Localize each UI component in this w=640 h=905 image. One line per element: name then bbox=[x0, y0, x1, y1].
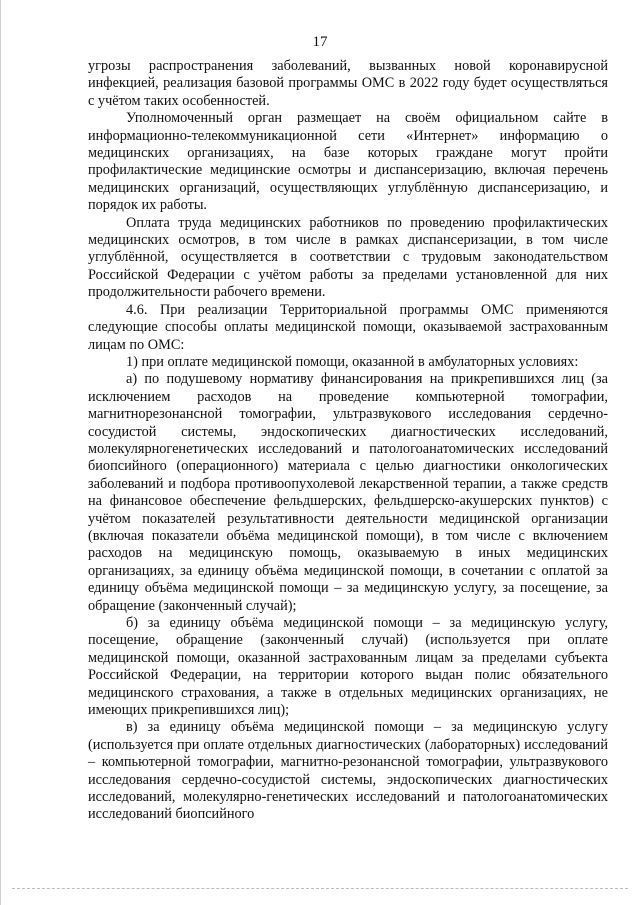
list-item-b-per-unit: б) за единицу объёма медицинской помощи – за медицинскую услугу, посещение, обращение (законченный случай) (используется при оплате медицинской помощи, оказанной застрахованным лицам за пределами субъекта Российской Федерации, на территории которого выдан полис обязательного медицинского страхования, а также в отдельных медицинских организациях, не имеющих прикрепившихся лиц); bbox=[88, 615, 608, 719]
page-edge-mark bbox=[0, 0, 1, 905]
paragraph-section-4-6: 4.6. При реализации Территориальной программы ОМС применяются следующие способы оплаты медицинской помощи, оказываемой застрахованным лицам по ОМС: bbox=[88, 301, 608, 353]
paragraph-staff-remuneration: Оплата труда медицинских работников по проведению профилактических медицинских осмотров, в том числе в рамках диспансеризации, в том числе углублённой, осуществляется в соответствии с трудовым законодательством Российской Федерации с учётом работы за пределами установленной для них продолжительности рабочего времени. bbox=[88, 214, 608, 301]
list-item-1-outpatient: 1) при оплате медицинской помощи, оказанной в амбулаторных условиях: bbox=[126, 353, 579, 370]
paragraph-covid-programme: угрозы распространения заболеваний, вызванных новой коронавирусной инфекцией, реализация базовой программы ОМС в 2022 году будет осуществляться с учётом таких особенностей. bbox=[88, 58, 608, 109]
paragraph-authorized-body-website: Уполномоченный орган размещает на своём официальном сайте в информационно-телекоммуникационной сети «Интернет» информацию о медицинских организациях, на базе которых граждане могут пройти профилактические медицинские осмотры и диспансеризацию, включая перечень медицинских организаций, осуществляющих углублённую диспансеризацию, и порядок их работы. bbox=[88, 110, 608, 214]
page-number: 17 bbox=[312, 34, 328, 50]
document-body bbox=[88, 58, 608, 824]
list-item-a-per-capita: а) по подушевому нормативу финансирования на прикрепившихся лиц (за исключением расходов на проведение компьютерной томографии, магнитнорезонансной томографии, ультразвукового исследования сердечно-сосудистой системы, эндоскопических диагностических исследований, молекулярногенетических исследований и патологоанатомических исследований биопсийного (операционного) материала с целью диагностики онкологических заболеваний и подбора противоопухолевой лекарственной терапии, а также средств на финансовое обеспечение фельдшерских, фельдшерско-акушерских пунктов) с учётом показателей результативности деятельности медицинской организации (включая показатели объёма медицинской помощи), в том числе с включением расходов на медицинскую помощь, оказываемую в иных медицинских организациях, за единицу объёма медицинской помощи, в сочетании с оплатой за единицу объёма медицинской помощи – за медицинскую услугу, за посещение, за обращение (законченный случай); bbox=[88, 371, 608, 614]
list-item-v-per-service: в) за единицу объёма медицинской помощи – за медицинскую услугу (используется при оплате отдельных диагностических (лабораторных) исследований – компьютерной томографии, магнитно-резонансной томографии, ультразвукового исследования сердечно-сосудистой системы, эндоскопических диагностических исследований, молекулярно-генетических исследований и патологоанатомических исследований биопсийного bbox=[88, 719, 608, 823]
page-bottom-divider bbox=[12, 888, 628, 889]
